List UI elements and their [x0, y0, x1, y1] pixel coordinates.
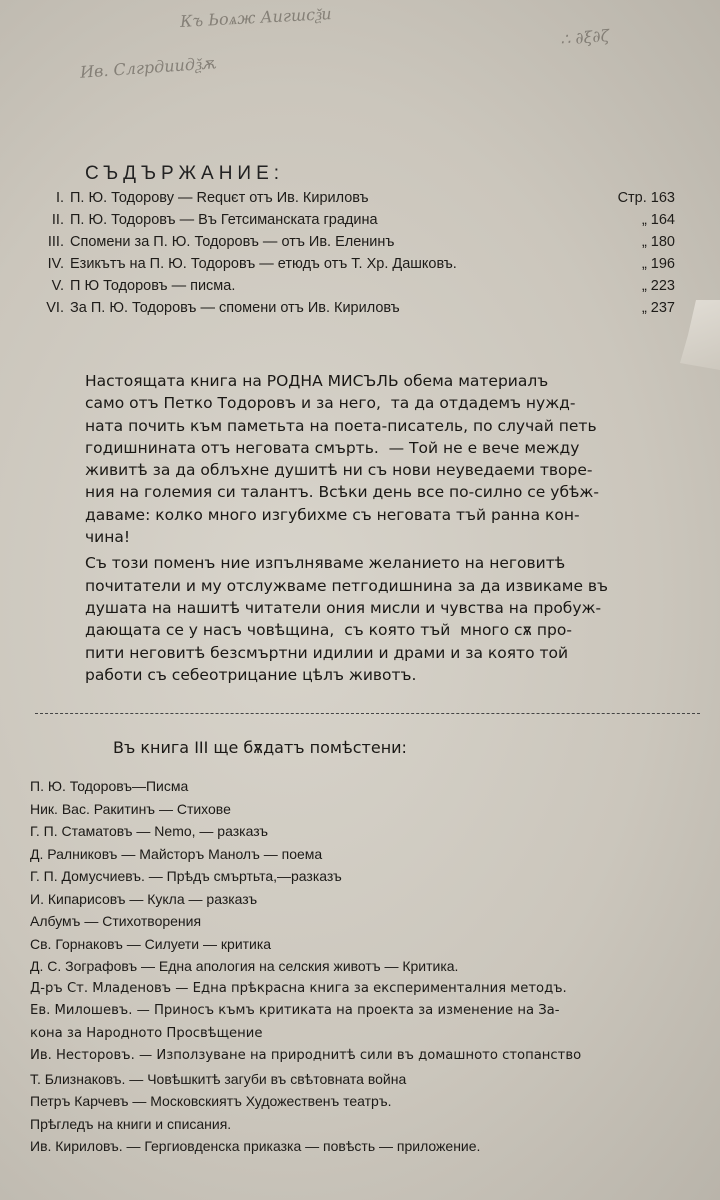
list-item: П. Ю. Тодоровъ—Писма	[30, 778, 189, 794]
list-item: Д. С. Зографовъ — Една апология на селския животъ — Критика.	[30, 958, 459, 974]
toc-page: „ 196	[641, 256, 675, 272]
foreword-line: даваме: колко много изгубихме съ неговата тъй ранна кон-	[85, 505, 580, 524]
list-item: кона за Народното Просвѣщение	[30, 1025, 263, 1041]
toc-title: Езикътъ на П. Ю. Тодоровъ — етюдъ отъ Т. Хр. Дашковъ.	[70, 256, 457, 272]
toc-title: П. Ю. Тодоровъ — Въ Гетсиманската градина	[70, 212, 378, 228]
handwritten-note: ∴ ∂ξ∂ζ	[559, 25, 611, 50]
handwritten-note: Ив. Слгрдиидѯѫ	[79, 53, 217, 82]
toc-entry	[30, 300, 675, 322]
foreword-line: почитатели и му отслужваме петгодишнина за да извикаме въ	[85, 576, 609, 595]
list-item: Албумъ — Стихотворения	[30, 913, 202, 929]
list-item: И. Кипарисовъ — Кукла — разказъ	[30, 890, 258, 907]
next-issue-list	[30, 775, 710, 1158]
foreword-line: само отъ Петко Тодоровъ и за него, та да отдадемъ нужд-	[85, 394, 576, 413]
toc-page: Стр. 163	[617, 190, 675, 206]
section-divider	[35, 713, 700, 714]
foreword-line: пити неговитѣ безсмъртни идилии и драми и за която той	[85, 643, 569, 662]
toc-entry	[30, 212, 675, 234]
toc-number: I.	[55, 190, 64, 206]
list-item: Ив. Несторовъ. — Използуване на природнитѣ сили въ домашното стопанство	[30, 1048, 582, 1063]
foreword-line: годишнината отъ неговата смърть. — Той не е вече между	[85, 438, 580, 457]
toc-title: П. Ю. Тодорову — Requєт отъ Ив. Кириловъ	[70, 190, 369, 206]
toc-entry	[30, 234, 675, 256]
toc-page: „ 164	[641, 212, 675, 228]
toc-title: П Ю Тодоровъ — писма.	[70, 278, 236, 294]
list-item: Прѣгледъ на книги и списания.	[30, 1115, 232, 1132]
toc-entry	[30, 256, 675, 278]
list-item: Св. Горнаковъ — Силуети — критика	[30, 935, 272, 952]
list-item: Ник. Вас. Ракитинъ — Стихове	[30, 800, 231, 817]
list-item: Д. Ралниковъ — Майсторъ Манолъ — поема	[30, 845, 323, 862]
toc-number: II.	[51, 212, 64, 228]
foreword-line: Съ този поменъ ние изпълняваме желанието на неговитѣ	[85, 554, 566, 573]
contents-heading: СЪДЪРЖАНИЕ:	[85, 163, 285, 184]
toc-entry	[30, 190, 675, 212]
list-item: Ив. Кириловъ. — Гергиовденска приказка — повѣсть — приложение.	[30, 1138, 481, 1154]
toc-number: III.	[47, 234, 64, 250]
table-of-contents	[30, 190, 675, 322]
foreword-line: чина!	[85, 528, 131, 547]
toc-number: IV.	[47, 256, 64, 272]
list-item: Петръ Карчевъ — Московскиятъ Художественъ театръ.	[30, 1093, 392, 1109]
foreword-line: работи съ себеотрицание цѣлъ животъ.	[85, 665, 417, 684]
foreword-line: Настоящата книга на РОДНА МИСЪЛЬ обема материалъ	[85, 372, 549, 390]
foreword-line: ната почить към паметьта на поета-писатель, по случай петь	[85, 416, 597, 435]
toc-number: V.	[51, 278, 64, 294]
toc-page: „ 223	[641, 278, 675, 294]
toc-title: Спомени за П. Ю. Тодоровъ — отъ Ив. Еленинъ	[70, 234, 395, 250]
toc-page: „ 237	[641, 300, 675, 316]
list-item: Г. П. Домусчиевъ. — Прѣдъ смъртьта,—разказъ	[30, 868, 342, 884]
toc-page: „ 180	[641, 234, 675, 250]
list-item: Г. П. Стаматовъ — Nemo, — разказъ	[30, 823, 269, 839]
foreword-text	[85, 370, 680, 686]
list-item: Т. Близнаковъ. — Човѣшкитѣ загуби въ свѣтовната война	[30, 1070, 407, 1087]
foreword-line: ния на големия си талантъ. Всѣки день все по-силно се убѣж-	[85, 483, 599, 502]
toc-number: VI.	[46, 300, 64, 316]
handwritten-note: Къ Ьоѧж Аигшсѯи	[179, 4, 333, 31]
foreword-line: душата на нашитѣ читатели ония мисли и чувства на пробуж-	[85, 598, 602, 617]
paper-tear	[680, 300, 720, 370]
toc-title: За П. Ю. Тодоровъ — спомени отъ Ив. Кириловъ	[70, 300, 400, 316]
next-issue-heading: Въ книга III ще бѫдатъ помѣстени:	[113, 738, 407, 757]
foreword-line: дающата се у насъ човѣщина, съ която тъй много сѫ про-	[85, 621, 572, 640]
toc-entry	[30, 278, 675, 300]
list-item: Д-ръ Ст. Младеновъ — Една прѣкрасна книга за експерименталния методъ.	[30, 980, 567, 996]
foreword-line: живитѣ за да облъхне душитѣ ни съ нови неуведаеми творе-	[85, 461, 593, 480]
list-item: Ев. Милошевъ. — Приносъ къмъ критиката на проекта за изменение на За-	[30, 1003, 560, 1018]
